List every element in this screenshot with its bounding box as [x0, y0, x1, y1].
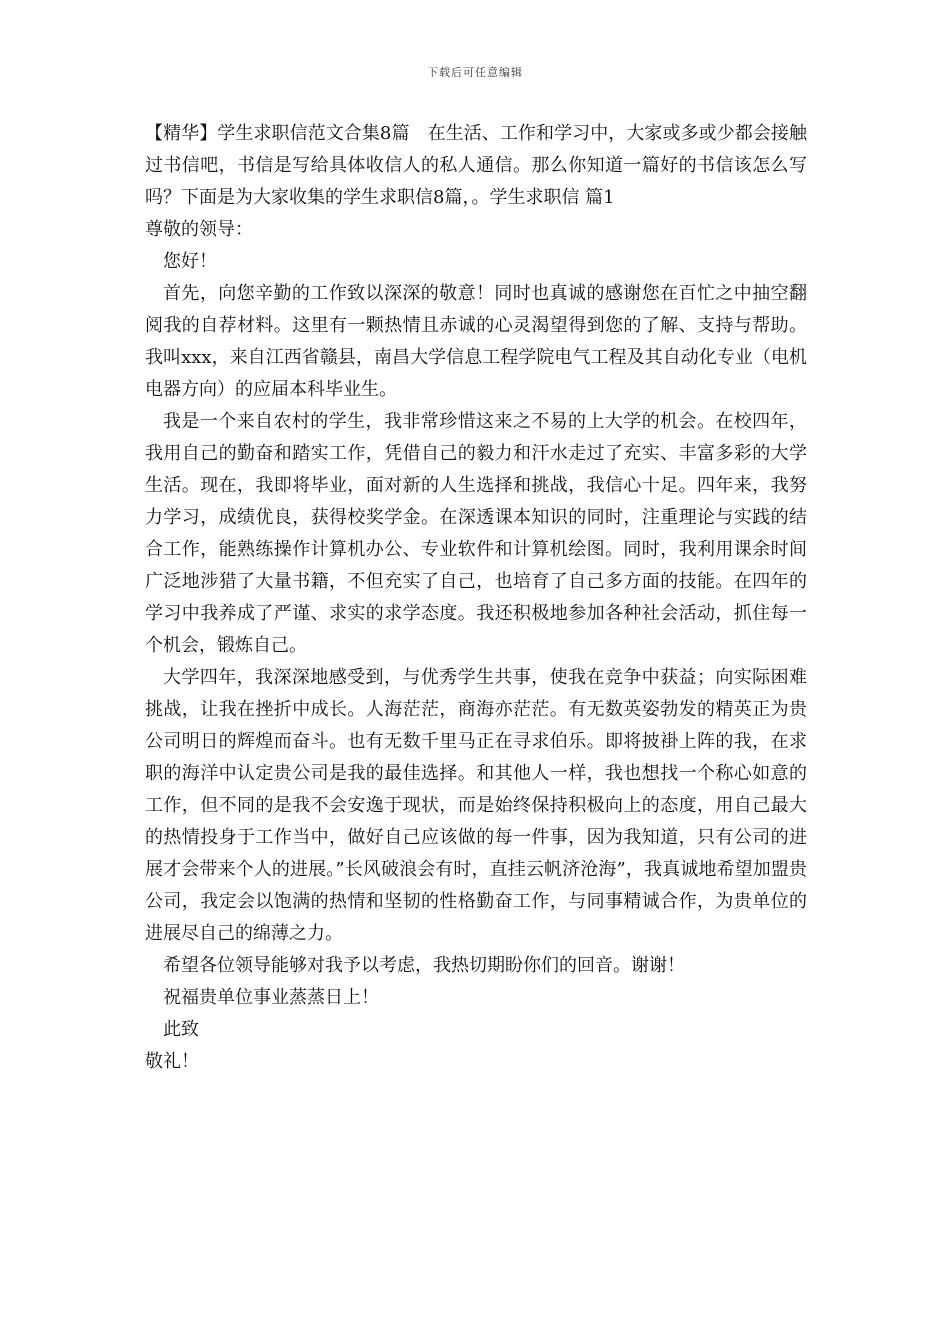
letter-greeting: 您好！ [163, 251, 217, 272]
letter-paragraph: 大学四年，我深深地感受到，与优秀学生共事，使我在竞争中获益；向实际困难挑战，让我在挫折中成长。人海茫茫，商海亦茫茫。有无数英姿勃发的精英正为贵公司明日的辉煌而奋斗。也有无数千里马正在寻求伯乐。即将披褂上阵的我，在求职的海洋中认定贵公司是我的最佳选择。和其他人一样，我也想找一个称心如意的工作，但不同的是我不会安逸于现状，而是始终保持积极向上的态度，用自己最大的热情投身于工作当中，做好自己应该做的每一件事，因为我知道，只有公司的进展才会带来个人的进展。”长风破浪会有时，直挂云帆济沧海”，我真诚地希望加盟贵公司，我定会以饱满的热情和坚韧的性格勤奋工作，与同事精诚合作，为贵单位的进展尽自己的绵薄之力。 [145, 667, 807, 944]
header-note: 下载后可任意编辑 [427, 66, 523, 79]
letter-body [145, 118, 807, 1078]
letter-paragraph: 我是一个来自农村的学生，我非常珍惜这来之不易的上大学的机会。在校四年，我用自己的勤奋和踏实工作，凭借自己的毅力和汗水走过了充实、丰富多彩的大学生活。现在，我即将毕业，面对新的人生选择和挑战，我信心十足。四年来，我努力学习，成绩优良，获得校奖学金。在深透课本知识的同时，注重理论与实践的结合工作，能熟练操作计算机办公、专业软件和计算机绘图。同时，我利用课余时间广泛地涉猎了大量书籍，不但充实了自己，也培育了自己多方面的技能。在四年的学习中我养成了严谨、求实的求学态度。我还积极地参加各种社会活动，抓住每一个机会，锻炼自己。 [145, 411, 807, 656]
letter-closing: 此致 [163, 1019, 199, 1040]
letter-paragraph: 祝福贵单位事业蒸蒸日上！ [163, 987, 379, 1008]
letter-salutation: 尊敬的领导： [145, 219, 253, 240]
letter-paragraph: 首先，向您辛勤的工作致以深深的敬意！同时也真诚的感谢您在百忙之中抽空翻阅我的自荐材料。这里有一颗热情且赤诚的心灵渴望得到您的了解、支持与帮助。我叫xxx，来自江西省赣县，南昌大学信息工程学院电气工程及其自动化专业（电机电器方向）的应届本科毕业生。 [145, 283, 807, 400]
letter-paragraph: 希望各位领导能够对我予以考虑，我热切期盼你们的回音。谢谢！ [163, 955, 685, 976]
letter-regards: 敬礼！ [145, 1051, 199, 1072]
letter-intro: 【精华】学生求职信范文合集8篇 在生活、工作和学习中，大家或多或少都会接触过书信吧，书信是写给具体收信人的私人通信。那么你知道一篇好的书信该怎么写吗？下面是为大家收集的学生求职信8篇，。学生求职信 篇1 [145, 123, 807, 208]
